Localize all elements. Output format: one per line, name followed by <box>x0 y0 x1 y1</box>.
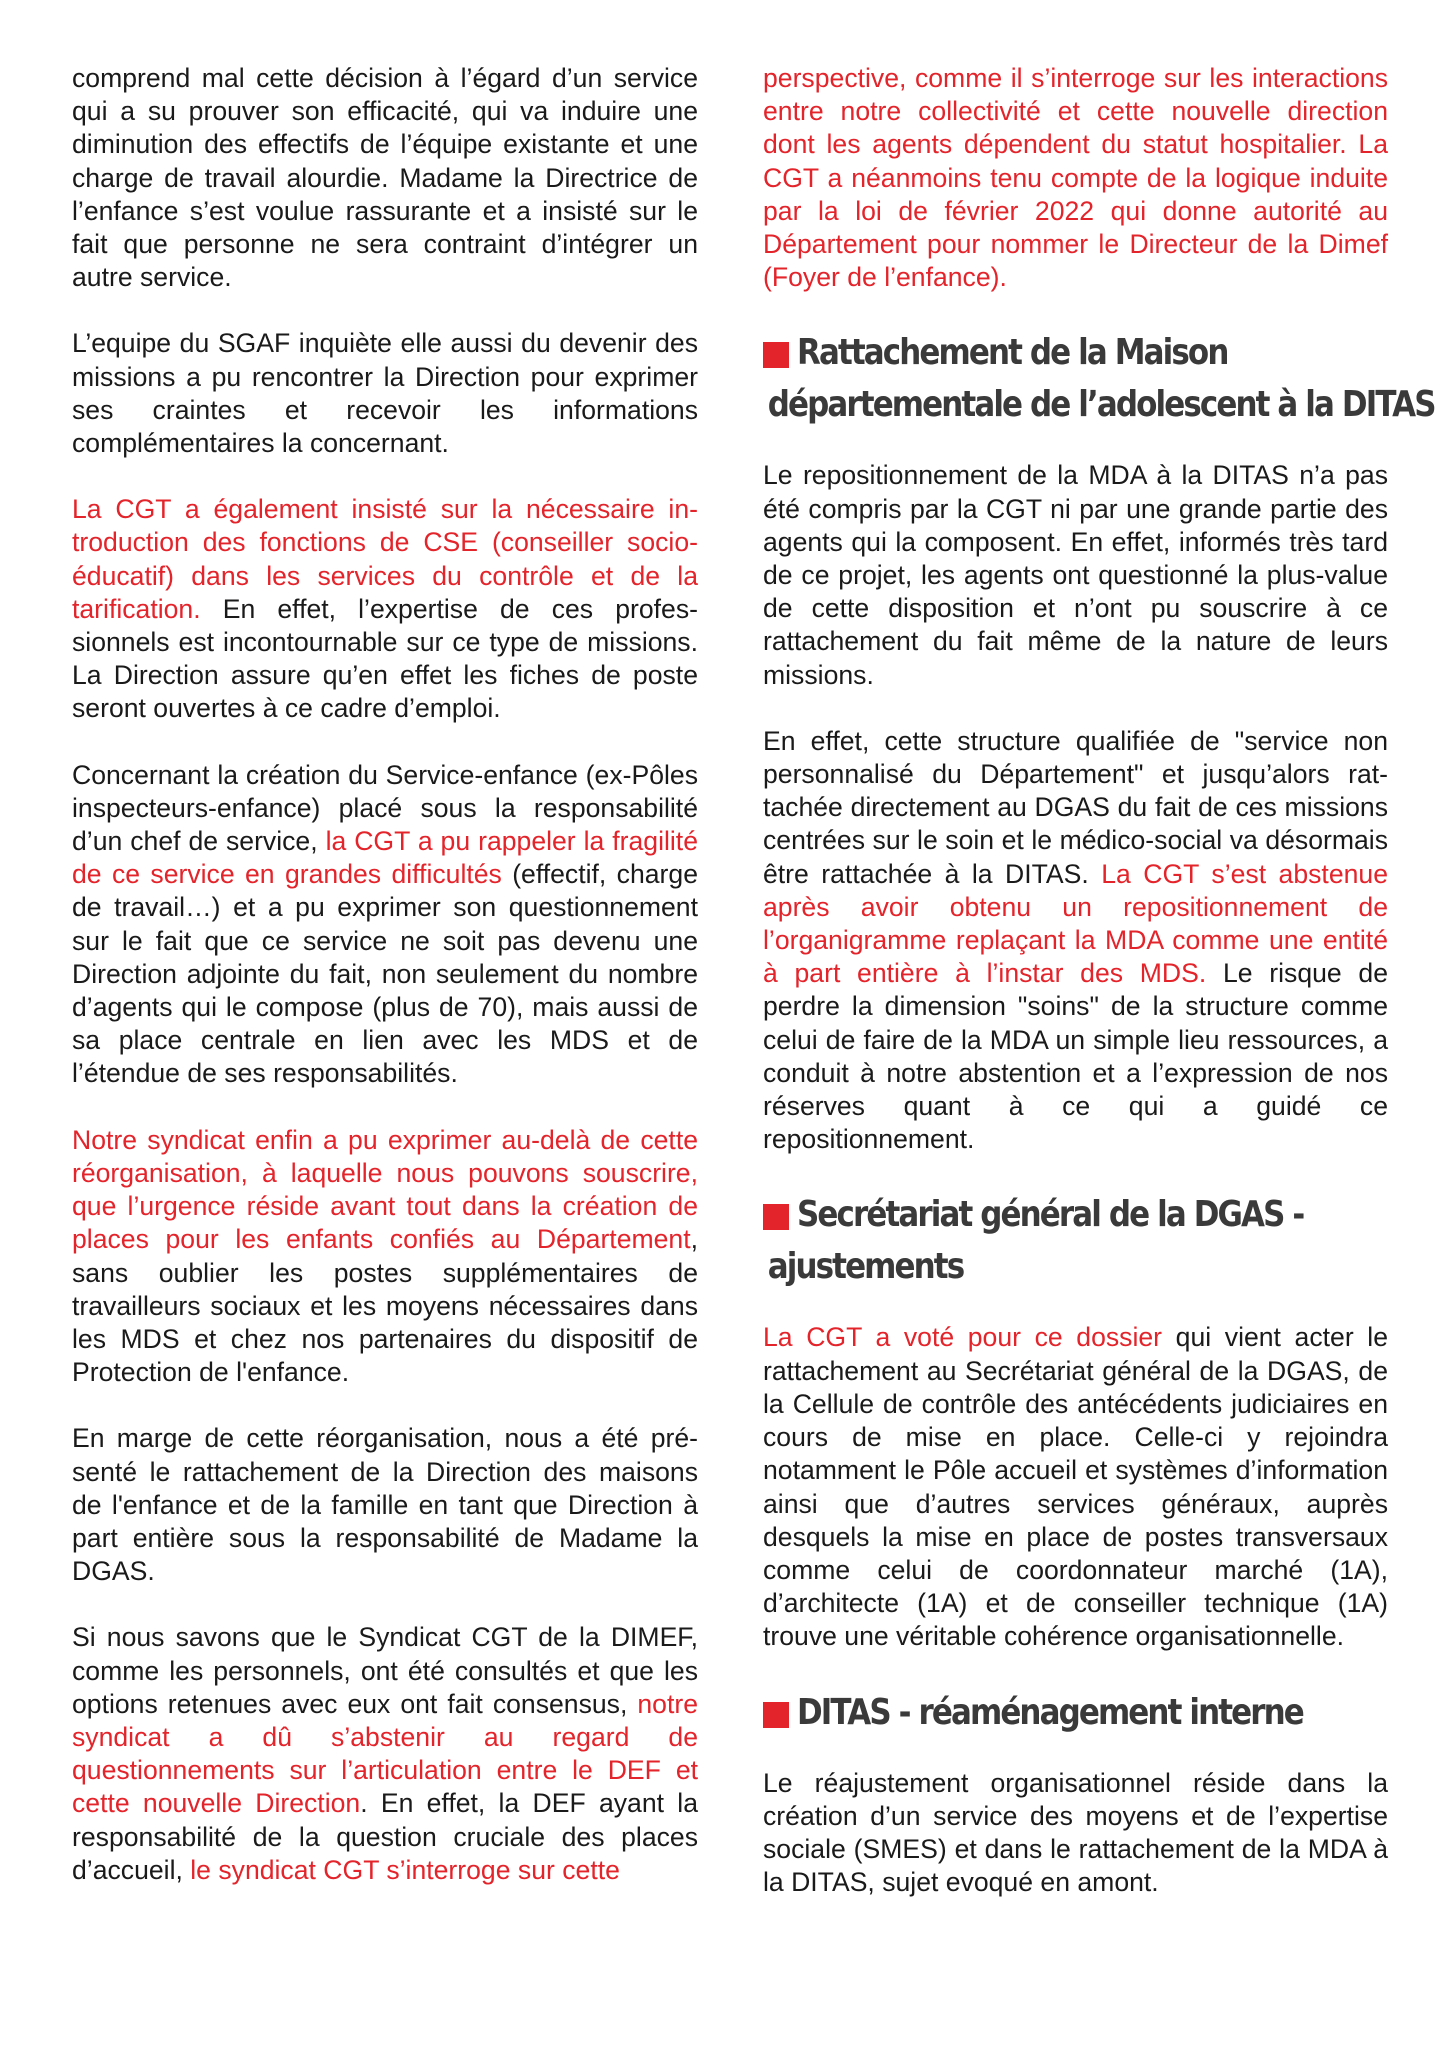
paragraph-secretariat <box>763 1321 1388 1653</box>
heading-line: Rattachement de la Maison <box>797 332 1228 374</box>
text: Le repositionnement de la MDA à la DITAS n’a pas été compris par la CGT ni par une grande partie des agents qui la composent. En effet, informés très tard de ce projet, les agents ont questionné la plus-value de cette disposition et n’ont pu souscrire à ce rattachement du fait même de la nature de leurs missions. <box>763 460 1388 690</box>
paragraph-urgence <box>72 1124 698 1390</box>
paragraph-mda-repositionnement <box>763 459 1388 691</box>
text: L’equipe du SGAF inquiète elle aussi du devenir des missions a pu rencontrer la Direction pour exprimer ses craintes et recevoir les informations complémentaires la concernant. <box>72 328 698 459</box>
highlight-text: le syndicat CGT s’interroge sur cette <box>190 1854 620 1885</box>
text: , sans oublier les postes supplémentaires de travailleurs sociaux et les moyens nécessaires dans les MDS et chez nos partenaires du dispositif de Protection de l'enfance. <box>72 1224 698 1388</box>
paragraph-sce-decision <box>72 62 698 294</box>
paragraph-abstention-def <box>72 1621 698 1887</box>
highlight-text: notre syndicat a dû s’abstenir au regard de questionnements sur l’articulation entre le DEF et cette nouvelle Direction <box>72 1688 698 1819</box>
highlight-text: perspective, comme il s’interroge sur les interactions entre notre collectivité et cette nouvelle direction dont les agents dépendent du statut hospitalier. La CGT a néanmoins tenu compte de la logique induite par la loi de février 2022 qui donne autorité au Département pour nommer le Directeur de la Dimef (Foyer de l’enfance). <box>763 63 1388 293</box>
text: . En effet, la DEF ayant la responsabilité de la question cruciale des places d’accueil, <box>72 1788 698 1885</box>
section-heading-ditas <box>763 1687 1388 1739</box>
right-column <box>763 62 1435 1932</box>
text: En effet, cette structure qualifiée de "service non personnalisé du Département" et jusqu’alors rattachée directement au DGAS du fait de ces missions centrées sur le soin et le médico-social va désormais être rattachée à la DITAS. <box>763 725 1388 889</box>
text: Le réajustement organisationnel réside dans la création d’un service des moyens et de l’expertise sociale (SMES) et dans le rattachement de la MDA à la DITAS, sujet evoqué en amont. <box>763 1767 1388 1898</box>
text: Si nous savons que le Syndicat CGT de la DIMEF, comme les personnels, ont été consultés et que les options retenues avec eux ont fait consensus, <box>72 1622 698 1719</box>
paragraph-sgaf <box>72 327 698 460</box>
section-heading-secretariat <box>763 1189 1388 1293</box>
text: En effet, l’expertise de ces professionnels est incontournable sur ce type de missions. La Direction assure qu’en effet les fiches de poste seront ouvertes à ce cadre d’emploi. <box>72 593 698 724</box>
text: Concernant la création du Service-enfance (ex-Pôles inspecteurs-enfance) placé sous la responsabilité d’un chef de service, <box>72 759 698 857</box>
paragraph-mda-structure <box>763 725 1388 1157</box>
highlight-text: La CGT a également insisté sur la nécessaire introduction des fonctions de CSE (conseiller socio-éducatif) dans les services du contrôle et de la tarification. <box>72 494 698 624</box>
paragraph-service-enfance <box>72 759 698 1091</box>
heading-line: DITAS - réaménagement interne <box>797 1691 1303 1733</box>
text: (effectif, charge de travail…) et a pu exprimer son questionnement sur le fait que ce service ne soit pas devenu une Direction adjointe du fait, non seulement du nombre d’agents qui le compose (plus de 70), mais aussi de sa place centrale en lien avec les MDS et de l’étendue de ses responsabilités. <box>72 859 698 1089</box>
paragraph-dimef <box>72 1422 698 1588</box>
paragraph-ditas <box>763 1767 1388 1900</box>
red-square-icon <box>763 1204 789 1230</box>
text: comprend mal cette décision à l’égard d’un service qui a su prouver son efficacité, qui va induire une diminution des effectifs de l’équipe existante et une charge de travail alourdie. Madame la Directrice de l’enfance s’est voulue rassurante et a insisté sur le fait que personne ne sera contraint d’intégrer un autre service. <box>72 63 698 293</box>
section-heading-mda <box>763 327 1435 431</box>
text: En marge de cette réorganisation, nous a été présenté le rattachement de la Direction des maisons de l'enfance et de la famille en tant que Direction à part entière sous la responsabilité de Madame la DGAS. <box>72 1423 698 1587</box>
paragraph-cse <box>72 493 698 725</box>
highlight-text: Notre syndicat enfin a pu exprimer au-delà de cette réorganisation, à laquelle nous pouvons souscrire, que l’urgence réside avant tout dans la création de places pour les enfants confiés au Département <box>72 1124 698 1255</box>
highlight-text: La CGT s’est abstenue après avoir obtenu un repositionnement de l’organigramme replaçant la MDA comme une entité à part entière à l’instar des MDS. <box>763 858 1388 989</box>
heading-line: départementale de l’adolescent à la DITAS <box>767 384 1435 426</box>
text: Le risque de perdre la dimension "soins" de la structure comme celui de faire de la MDA un simple lieu ressources, a conduit à notre abstention et a l’expression de nos réserves quant à ce qui a guidé ce repositionnement. <box>763 958 1388 1155</box>
highlight-text: La CGT a voté pour ce dossier <box>763 1322 1163 1353</box>
highlight-text: la CGT a pu rappeler la fragilité de ce service en grandes difficultés <box>72 826 698 890</box>
red-square-icon <box>763 1702 789 1728</box>
left-column <box>72 62 698 1920</box>
heading-line: Secrétariat général de la DGAS - <box>797 1194 1304 1236</box>
red-square-icon <box>763 342 789 368</box>
text: qui vient acter le rattachement au Secrétariat général de la DGAS, de la Cellule de contrôle des antécédents judiciaires en cours de mise en place. Celle-ci y rejoindra notamment le Pôle accueil et systèmes d’information ainsi que d’autres services généraux, auprès desquels la mise en place de postes transversaux comme celui de coordonnateur marché (1A), d’architecte (1A) et de conseiller technique (1A) trouve une véritable cohérence organisationnelle. <box>763 1322 1388 1652</box>
heading-line: ajustements <box>767 1246 964 1288</box>
paragraph-perspective <box>763 62 1388 294</box>
